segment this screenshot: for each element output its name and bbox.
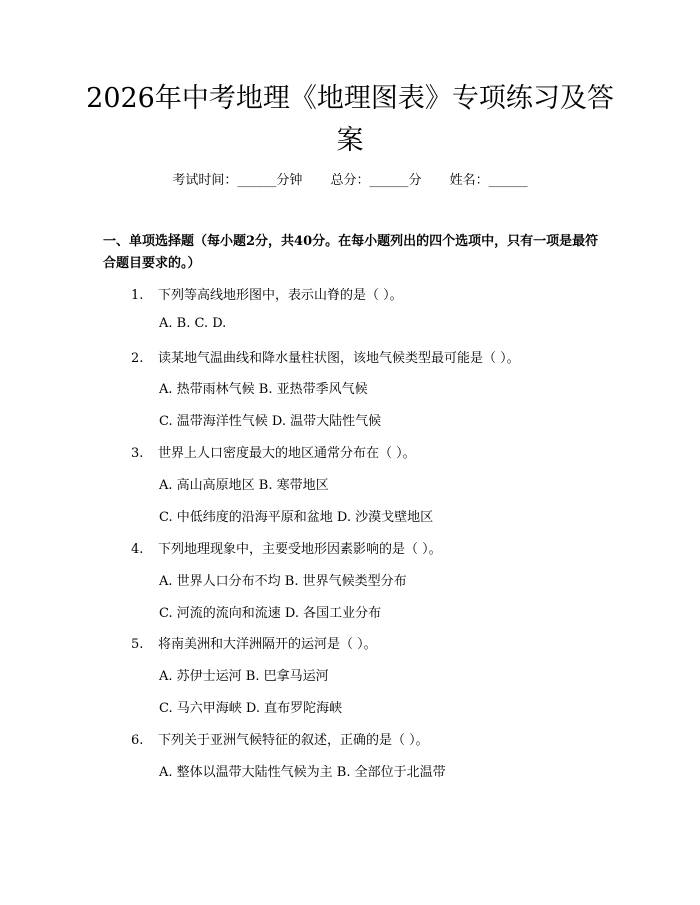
student-name-label: 姓名：______ [449,173,528,188]
question-1-options-line-1: A. B. C. D. [159,316,227,331]
question-number: 2. [131,351,144,366]
question-4-options-line-2: C. 河流的流向和流速 D. 各国工业分布 [159,606,382,621]
question-6 [131,729,429,748]
section-heading: 一、单项选择题（每小题2分，共40分。在每小题列出的四个选项中，只有一项是最符合题目要求的。） [103,234,599,271]
question-text: 将南美洲和大洋洲隔开的运河是（ ）。 [158,637,377,652]
question-number: 6. [131,733,144,748]
title-line-1: 2026年中考地理《地理图表》专项练习及答 [86,83,614,114]
document-title [0,78,700,162]
question-3-options-line-1: A. 高山高原地区 B. 寒带地区 [159,478,329,493]
question-4 [131,538,442,557]
exam-meta [0,169,700,188]
question-3 [131,442,416,461]
question-number: 4. [131,542,144,557]
question-number: 1. [131,288,144,303]
question-number: 3. [131,446,144,461]
question-text: 下列等高线地形图中，表示山脊的是（ ）。 [158,288,403,303]
exam-time-label: 考试时间：______分钟 [172,173,303,188]
question-5 [131,633,377,652]
question-text: 读某地气温曲线和降水量柱状图，该地气候类型最可能是（ ）。 [158,351,520,366]
question-6-options-line-1: A. 整体以温带大陆性气候为主 B. 全部位于北温带 [159,765,446,780]
question-2 [131,347,520,366]
question-text: 下列地理现象中，主要受地形因素影响的是（ ）。 [158,542,442,557]
question-text: 下列关于亚洲气候特征的叙述，正确的是（ ）。 [158,733,429,748]
question-3-options-line-2: C. 中低纬度的沿海平原和盆地 D. 沙漠戈壁地区 [159,510,434,525]
question-2-options-line-2: C. 温带海洋性气候 D. 温带大陆性气候 [159,414,382,429]
question-text: 世界上人口密度最大的地区通常分布在（ ）。 [158,446,416,461]
question-5-options-line-2: C. 马六甲海峡 D. 直布罗陀海峡 [159,701,343,716]
question-5-options-line-1: A. 苏伊士运河 B. 巴拿马运河 [159,669,329,684]
question-2-options-line-1: A. 热带雨林气候 B. 亚热带季风气候 [159,382,368,397]
question-number: 5. [131,637,144,652]
question-4-options-line-1: A. 世界人口分布不均 B. 世界气候类型分布 [159,574,407,589]
title-line-2: 案 [336,125,364,156]
total-score-label: 总分：______分 [330,173,422,188]
question-1 [131,284,403,303]
